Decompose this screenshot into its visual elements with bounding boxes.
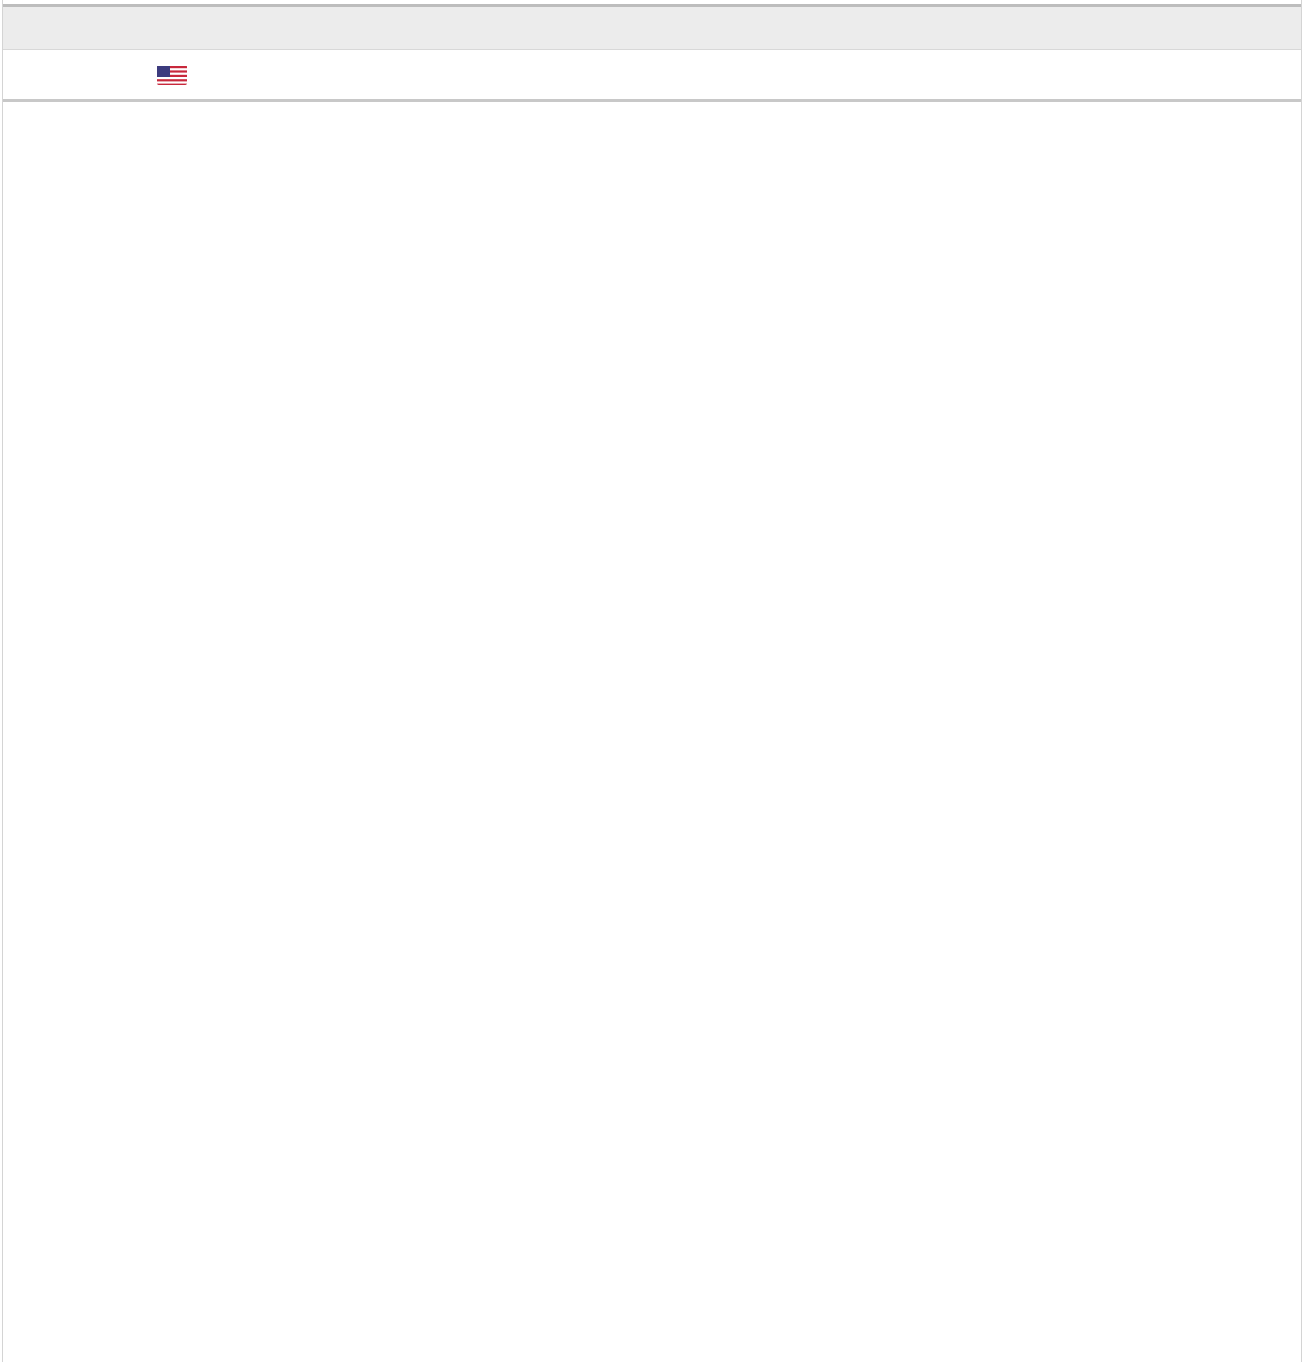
date-header [3, 4, 1301, 50]
holiday-row[interactable] [3, 50, 1301, 102]
us-flag-icon [157, 65, 187, 85]
economic-calendar [2, 0, 1302, 1362]
